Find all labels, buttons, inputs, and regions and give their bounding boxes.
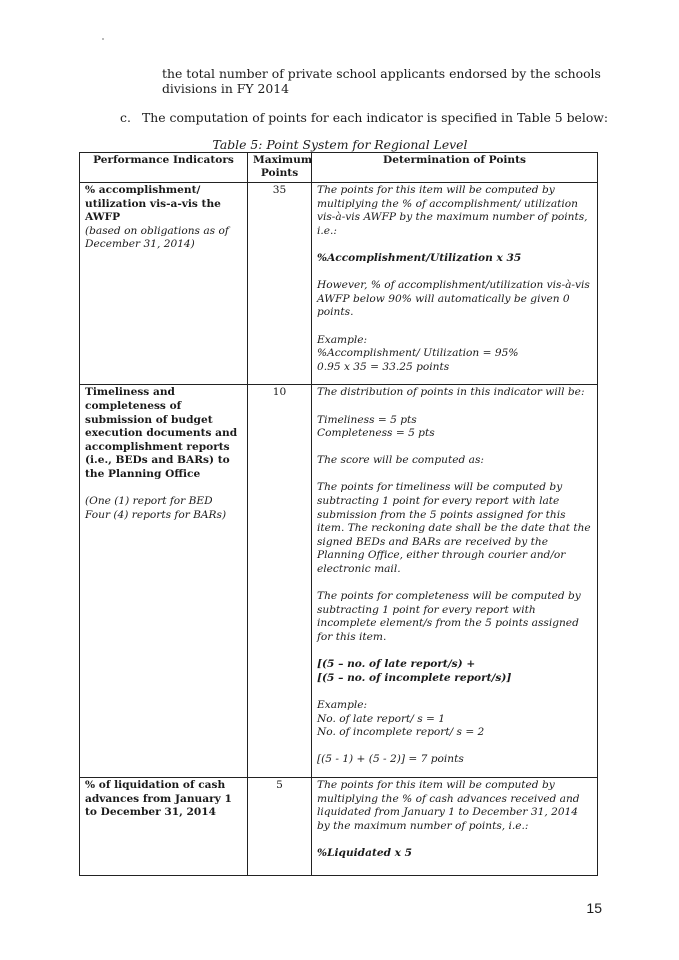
header-maximum-points: Maximum Points xyxy=(248,153,312,183)
formula xyxy=(317,658,592,685)
list-item-text: The computation of points for each indicator is specified in Table 5 below: xyxy=(142,110,609,125)
determination-text: The points for timeliness will be computed by subtracting 1 point for every report with late submission from the 5 points assigned for this item. The reckoning date shall be the date that the signed BEDs and BARs are received by the Planning Office, either through courier and/or electronic mail. xyxy=(317,481,591,576)
determination-cell xyxy=(312,183,598,385)
indicator-note: (One (1) report for BED xyxy=(85,495,213,508)
header-determination-of-points: Determination of Points xyxy=(312,153,598,183)
page-number: 15 xyxy=(586,900,602,916)
indicator-cell xyxy=(80,777,248,875)
determination-cell xyxy=(312,777,598,875)
scan-speck xyxy=(102,38,104,40)
example-block xyxy=(317,334,592,375)
example-line: 0.95 x 35 = 33.25 points xyxy=(317,360,450,373)
list-letter: c. xyxy=(120,110,131,125)
determination-text: The points for this item will be computed by multiplying the % of cash advances received and liquidated from January 1 to December 31, 2014 by the maximum number of points, i.e.: xyxy=(317,778,580,832)
points-split xyxy=(317,414,592,441)
determination-text: The score will be computed as: xyxy=(317,454,484,467)
completeness-points: Completeness = 5 pts xyxy=(317,427,435,440)
determination-text: The points for this item will be computed by multiplying the % of accomplishment/ utilization vis-à-vis AWFP by the maximum number of points, i.e.: xyxy=(317,184,588,237)
formula: %Accomplishment/Utilization x 35 xyxy=(317,251,522,264)
indicator-title: % of liquidation of cash advances from January 1 to December 31, 2014 xyxy=(85,778,232,819)
table-header-row xyxy=(80,153,598,183)
timeliness-points: Timeliness = 5 pts xyxy=(317,413,417,426)
determination-text: The points for completeness will be computed by subtracting 1 point for every report with incomplete element/s from the 5 points assigned for this item. xyxy=(317,590,581,643)
determination-text: However, % of accomplishment/utilization vis-à-vis AWFP below 90% will automatically be given 0 points. xyxy=(317,279,590,319)
table-caption: Table 5: Point System for Regional Level xyxy=(212,137,468,152)
max-points-cell: 35 xyxy=(248,183,312,385)
example-line: No. of incomplete report/ s = 2 xyxy=(317,726,485,739)
max-points-cell: 10 xyxy=(248,385,312,778)
table-row xyxy=(80,385,598,778)
intro-paragraph: the total number of private school applicants endorsed by the schools divisions in FY 2014 xyxy=(162,66,601,96)
example-result: [(5 - 1) + (5 - 2)] = 7 points xyxy=(317,753,464,766)
example-label: Example: xyxy=(317,698,368,711)
example-label: Example: xyxy=(317,333,368,346)
example-block xyxy=(317,699,592,740)
header-performance-indicators: Performance Indicators xyxy=(80,153,248,183)
indicator-title: % accomplishment/ utilization vis-a-vis the AWFP xyxy=(85,184,221,224)
formula: %Liquidated x 5 xyxy=(317,846,413,859)
indicator-cell xyxy=(80,385,248,778)
determination-cell xyxy=(312,385,598,778)
example-line: No. of late report/ s = 1 xyxy=(317,712,445,725)
indicator-title: Timeliness and completeness of submission of budget execution documents and accomplishment reports (i.e., BEDs and BARs) to the Planning Office xyxy=(85,386,238,480)
table-row xyxy=(80,777,598,875)
table-row xyxy=(80,183,598,385)
formula-line: [(5 – no. of late report/s) + xyxy=(317,658,476,671)
max-points-cell: 5 xyxy=(248,777,312,875)
indicator-note: Four (4) reports for BARs) xyxy=(85,508,227,521)
list-item-c xyxy=(120,110,610,125)
indicator-note: (based on obligations as of December 31, 2014) xyxy=(85,224,229,251)
formula-line: [(5 – no. of incomplete report/s)] xyxy=(317,671,512,684)
indicator-cell xyxy=(80,183,248,385)
point-system-table xyxy=(79,152,598,876)
example-line: %Accomplishment/ Utilization = 95% xyxy=(317,347,519,360)
determination-text: The distribution of points in this indicator will be: xyxy=(317,386,585,399)
